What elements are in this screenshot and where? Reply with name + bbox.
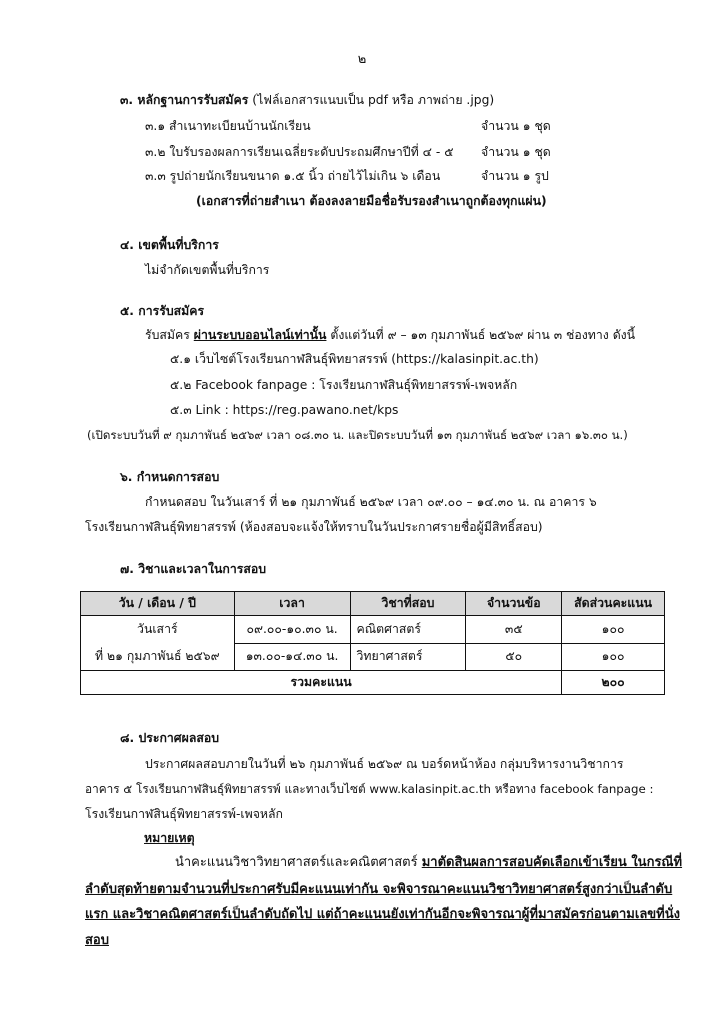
announcement-line-1: ประกาศผลสอบภายในวันที่ ๒๖ กุมภาพันธ์ ๒๕๖๙ ณ บอร์ดหน้าห้อง กลุ่มบริหารงานวิชาการ — [145, 757, 624, 771]
exam-score: ๑๐๐ — [562, 643, 665, 671]
exam-time: ๑๓.๐๐-๑๔.๓๐ น. — [234, 643, 350, 671]
section-7-heading: ๗. วิชาและเวลาในการสอบ — [120, 562, 267, 576]
remark-line-1-a: นำคะแนนวิชาวิทยาศาสตร์และคณิตศาสตร์ — [175, 855, 422, 870]
remark-line-1 — [175, 855, 682, 871]
section-3-note: (เอกสารที่ถ่ายสำเนา ต้องลงลายมือชื่อรับรองสำเนาถูกต้องทุกแผ่น) — [196, 194, 547, 208]
column-header-items: จำนวนข้อ — [466, 592, 562, 616]
announcement-line-3: โรงเรียนกาฬสินธุ์พิทยาสรรพ์-เพจหลัก — [85, 807, 283, 821]
exam-table — [80, 591, 665, 695]
table-total-row — [81, 671, 665, 695]
doc-item-qty: จำนวน ๑ รูป — [481, 169, 549, 183]
section-4-body: ไม่จำกัดเขตพื้นที่บริการ — [145, 263, 270, 277]
online-only-emphasis: ผ่านระบบออนไลน์เท่านั้น — [193, 328, 327, 342]
announcement-line-2: อาคาร ๕ โรงเรียนกาฬสินธุ์พิทยาสรรพ์ และทางเว็บไซต์ www.kalasinpit.ac.th หรือทาง facebook fanpage : — [85, 782, 654, 796]
section-6-heading: ๖. กำหนดการสอบ — [120, 470, 220, 484]
channel-link: ๕.๓ Link : https://reg.pawano.net/kps — [170, 403, 399, 417]
total-value: ๒๐๐ — [562, 671, 665, 695]
section-8-heading: ๘. ประกาศผลสอบ — [120, 731, 220, 745]
exam-subject: คณิตศาสตร์ — [350, 616, 466, 644]
doc-item-label: ๓.๑ สำเนาทะเบียนบ้านนักเรียน — [145, 119, 311, 133]
column-header-score: สัดส่วนคะแนน — [562, 592, 665, 616]
exam-schedule-line-1: กำหนดสอบ ในวันเสาร์ ที่ ๒๑ กุมภาพันธ์ ๒๕๖๙ เวลา ๐๙.๐๐ – ๑๔.๓๐ น. ณ อาคาร ๖ — [145, 495, 597, 509]
column-header-date: วัน / เดือน / ปี — [81, 592, 235, 616]
exam-score: ๑๐๐ — [562, 616, 665, 644]
total-label: รวมคะแนน — [81, 671, 562, 695]
registration-period: (เปิดระบบวันที่ ๙ กุมภาพันธ์ ๒๕๖๙ เวลา ๐๘.๓๐ น. และปิดระบบวันที่ ๑๓ กุมภาพันธ์ ๒๕๖๙ เวลา ๑๖.๓๐ น.) — [87, 428, 628, 442]
exam-date-day: วันเสาร์ — [137, 622, 178, 636]
remark-line-1-b: มาตัดสินผลการสอบคัดเลือกเข้าเรียน ในกรณีที่ — [421, 855, 683, 870]
section-5-heading: ๕. การรับสมัคร — [120, 304, 205, 318]
remark-heading: หมายเหตุ — [144, 831, 195, 845]
exam-date-full: ที่ ๒๑ กุมภาพันธ์ ๒๕๖๙ — [95, 649, 220, 663]
doc-item-label: ๓.๓ รูปถ่ายนักเรียนขนาด ๑.๕ นิ้ว ถ่ายไว้ไม่เกิน ๖ เดือน — [145, 169, 441, 183]
exam-schedule-line-2: โรงเรียนกาฬสินธุ์พิทยาสรรพ์ (ห้องสอบจะแจ้งให้ทราบในวันประกาศรายชื่อผู้มีสิทธิ์สอบ) — [85, 520, 543, 534]
exam-time: ๐๙.๐๐-๑๐.๓๐ น. — [234, 616, 350, 644]
remark-line-4: สอบ — [85, 933, 109, 948]
page-number: ๒ — [357, 52, 367, 67]
section-5-intro-c: ตั้งแต่วันที่ ๙ – ๑๓ กุมภาพันธ์ ๒๕๖๙ ผ่าน ๓ ช่องทาง ดังนี้ — [326, 328, 636, 342]
exam-date-cell — [81, 616, 235, 671]
remark-line-3: แรก และวิชาคณิตศาสตร์เป็นลำดับถัดไป แต่ถ้าคะแนนยังเท่ากันอีกจะพิจารณาผู้ที่มาสมัครก่อนตามเลขที่นั่ง — [85, 907, 680, 922]
remark-line-2: ลำดับสุดท้ายตามจำนวนที่ประกาศรับมีคะแนนเท่ากัน จะพิจารณาคะแนนวิชาวิทยาศาสตร์สูงกว่าเป็นลำดับ — [85, 882, 673, 897]
table-row — [81, 616, 665, 644]
column-header-subject: วิชาที่สอบ — [350, 592, 466, 616]
section-3-heading: ๓. หลักฐานการรับสมัคร — [120, 93, 249, 107]
exam-items: ๓๕ — [466, 616, 562, 644]
exam-items: ๕๐ — [466, 643, 562, 671]
section-5-intro — [145, 327, 635, 343]
channel-facebook: ๕.๒ Facebook fanpage : โรงเรียนกาฬสินธุ์พิทยาสรรพ์-เพจหลัก — [170, 378, 518, 392]
section-4-heading: ๔. เขตพื้นที่บริการ — [120, 238, 219, 252]
section-3-heading-note: (ไฟล์เอกสารแนบเป็น pdf หรือ ภาพถ่าย .jpg) — [248, 93, 495, 107]
table-header-row — [81, 592, 665, 616]
channel-website: ๕.๑ เว็บไซต์โรงเรียนกาฬสินธุ์พิทยาสรรพ์ (https://kalasinpit.ac.th) — [170, 352, 539, 366]
column-header-time: เวลา — [234, 592, 350, 616]
doc-item-label: ๓.๒ ใบรับรองผลการเรียนเฉลี่ยระดับประถมศึกษาปีที่ ๔ - ๕ — [145, 145, 454, 159]
section-5-intro-a: รับสมัคร — [145, 328, 194, 342]
doc-item-qty: จำนวน ๑ ชุด — [481, 119, 551, 133]
exam-subject: วิทยาศาสตร์ — [350, 643, 466, 671]
section-3-heading-line — [120, 92, 494, 108]
doc-item-qty: จำนวน ๑ ชุด — [481, 145, 551, 159]
